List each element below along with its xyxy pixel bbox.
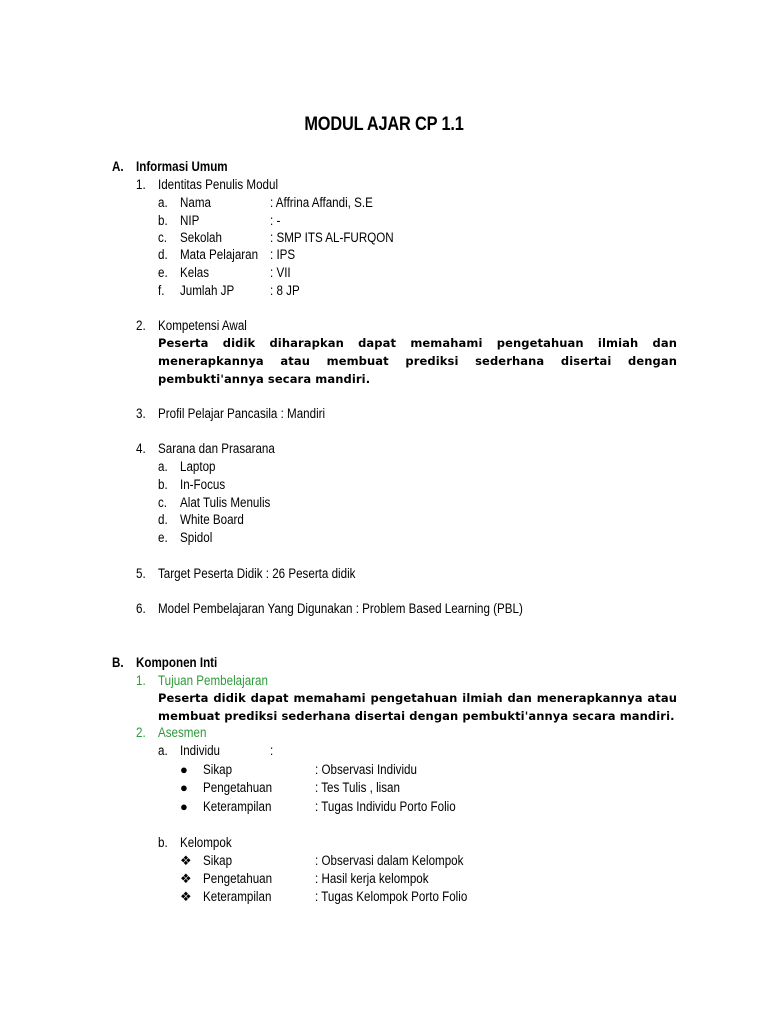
list-letter: a. xyxy=(158,195,168,210)
list-letter: f. xyxy=(158,283,165,298)
list-letter: e. xyxy=(158,265,168,280)
field-key: Sikap xyxy=(203,762,233,777)
tujuan-text: Peserta didik dapat memahami pengetahuan ilmiah dan menerapkannya atau membuat prediksi sederhana disertai dengan pembukti'annya secara mandiri. xyxy=(158,691,677,723)
asesmen-heading: Asesmen xyxy=(158,725,207,740)
item-number: 2. xyxy=(136,318,146,333)
item-number: 6. xyxy=(136,601,146,616)
list-letter: e. xyxy=(158,530,168,545)
field-key: Kelas xyxy=(180,265,210,280)
field-key: Sikap xyxy=(203,853,233,868)
item-label: Profil Pelajar Pancasila : Mandiri xyxy=(158,406,326,421)
item-label: Identitas Penulis Modul xyxy=(158,177,279,192)
field-value: : Tes Tulis , lisan xyxy=(315,780,400,795)
list-letter: a. xyxy=(158,459,168,474)
page-title: MODUL AJAR CP 1.1 xyxy=(304,114,464,135)
list-letter: a. xyxy=(158,743,168,758)
diamond-bullet-icon: ❖ xyxy=(180,889,192,904)
list-letter: b. xyxy=(158,213,168,228)
field-key: NIP xyxy=(180,213,200,228)
item-number: 1. xyxy=(136,177,146,192)
list-item: Laptop xyxy=(180,459,216,474)
individu-label: Individu xyxy=(180,743,221,758)
section-a-letter: A. xyxy=(112,159,124,174)
item-number: 5. xyxy=(136,566,146,581)
field-value: : VII xyxy=(270,265,291,280)
field-key: Keterampilan xyxy=(203,799,272,814)
field-value: : Hasil kerja kelompok xyxy=(315,871,429,886)
field-value: : Affrina Affandi, S.E xyxy=(270,195,373,210)
kelompok-label: Kelompok xyxy=(180,835,232,850)
field-key: Mata Pelajaran xyxy=(180,247,259,262)
field-key: Pengetahuan xyxy=(203,780,273,795)
list-letter: d. xyxy=(158,247,168,262)
bullet-icon: ● xyxy=(180,762,188,777)
field-key: Sekolah xyxy=(180,230,222,245)
kompetensi-awal-text: Peserta didik diharapkan dapat memahami pengetahuan ilmiah dan menerapkannya atau membuat prediksi sederhana disertai dengan pembukti'annya secara mandiri. xyxy=(158,336,677,386)
list-letter: b. xyxy=(158,835,168,850)
field-value: : Observasi Individu xyxy=(315,762,417,777)
field-key: Nama xyxy=(180,195,211,210)
item-number: 4. xyxy=(136,441,146,456)
field-key: Jumlah JP xyxy=(180,283,235,298)
list-letter: c. xyxy=(158,495,168,510)
field-value: : Tugas Individu Porto Folio xyxy=(315,799,456,814)
list-letter: d. xyxy=(158,512,168,527)
field-value: : SMP ITS AL-FURQON xyxy=(270,230,394,245)
field-value: : Tugas Kelompok Porto Folio xyxy=(315,889,468,904)
item-label: Target Peserta Didik : 26 Peserta didik xyxy=(158,566,356,581)
field-value: : 8 JP xyxy=(270,283,300,298)
item-label: Model Pembelajaran Yang Digunakan : Problem Based Learning (PBL) xyxy=(158,601,523,616)
field-value: : Observasi dalam Kelompok xyxy=(315,853,464,868)
diamond-bullet-icon: ❖ xyxy=(180,871,192,886)
section-a-heading: Informasi Umum xyxy=(136,159,228,174)
bullet-icon: ● xyxy=(180,780,188,795)
list-item: White Board xyxy=(180,512,244,527)
list-item: Alat Tulis Menulis xyxy=(180,495,271,510)
tujuan-heading: Tujuan Pembelajaran xyxy=(158,673,268,688)
field-value: : IPS xyxy=(270,247,296,262)
section-b-heading: Komponen Inti xyxy=(136,655,218,670)
section-b-letter: B. xyxy=(112,655,124,670)
list-letter: b. xyxy=(158,477,168,492)
item-label: Sarana dan Prasarana xyxy=(158,441,275,456)
item-number: 1. xyxy=(136,673,146,688)
item-label: Kompetensi Awal xyxy=(158,318,247,333)
diamond-bullet-icon: ❖ xyxy=(180,853,192,868)
individu-colon: : xyxy=(270,743,274,758)
bullet-icon: ● xyxy=(180,799,188,814)
list-item: Spidol xyxy=(180,530,213,545)
list-letter: c. xyxy=(158,230,168,245)
list-item: In-Focus xyxy=(180,477,226,492)
item-number: 2. xyxy=(136,725,146,740)
item-number: 3. xyxy=(136,406,146,421)
field-key: Keterampilan xyxy=(203,889,272,904)
field-key: Pengetahuan xyxy=(203,871,273,886)
field-value: : - xyxy=(270,213,281,228)
